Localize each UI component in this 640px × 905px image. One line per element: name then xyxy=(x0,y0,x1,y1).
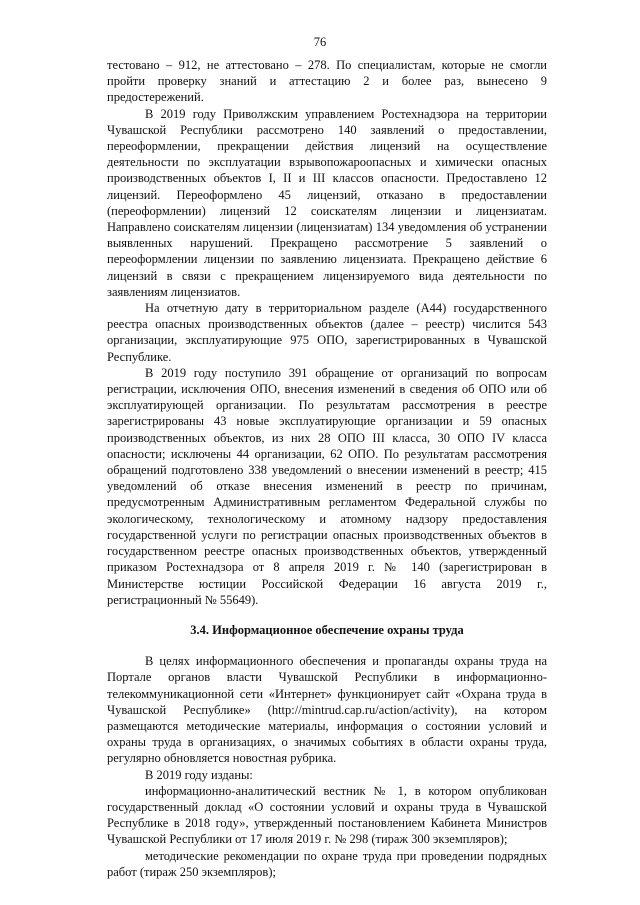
paragraph-published-intro: В 2019 году изданы: xyxy=(145,767,253,782)
paragraph-continued: тестовано – 912, не аттестовано – 278. По специалистам, которые не смогли пройти проверку знаний и аттестацию 2 и более раз, вынесено 9 предостережений. xyxy=(107,58,547,105)
paragraph-registry: На отчетную дату в территориальном разделе (А44) государственного реестра опасных производственных объектов (далее – реестр) числится 543 организации, эксплуатирующие 975 ОПО, зарегистрированных в Чувашской Республике. xyxy=(107,301,547,364)
paragraph-guidelines: методические рекомендации по охране труда при проведении подрядных работ (тираж 250 экземпляров); xyxy=(107,848,547,879)
page-content xyxy=(107,57,547,880)
paragraph-licensing: В 2019 году Приволжским управлением Ростехнадзора на территории Чувашской Республики рассмотрено 140 заявлений о предоставлении, переоформлении, прекращении действия лицензий на осуществление деятельности по эксплуатации взрывопожароопасных и химически опасных производственных объектов I, II и III классов опасности. Предоставлено 12 лицензий. Переоформлено 45 лицензий, отказано в предоставлении (переоформлении) лицензий 12 соискателям лицензии и лицензиатам. Направлено соискателям лицензии (лицензиатам) 134 уведомления об устранении выявленных нарушений. Прекращено рассмотрение 5 заявлений о переоформлении лицензии по заявлению лицензиата. Прекращено действие 6 лицензий в связи с прекращением лицензируемого вида деятельности по заявлениям лицензиатов. xyxy=(107,106,547,299)
paragraph-bulletin: информационно-аналитический вестник № 1, в котором опубликован государственный доклад «О состоянии условий и охраны труда в Чувашской Республике в 2018 году», утвержденный постановлением Кабинета Министров Чувашской Республики от 17 июля 2019 г. № 298 (тираж 300 экземпляров); xyxy=(107,783,547,847)
paragraph-registration-requests: В 2019 году поступило 391 обращение от организаций по вопросам регистрации, исключения ОПО, внесения изменений в сведения об ОПО или об эксплуатирующей организации. По результатам рассмотрения в реестре зарегистрированы 43 новые эксплуатирующие организации и 59 опасных производственных объектов, из них 28 ОПО III класса, 30 ОПО IV класса опасности; исключены 44 организации, 62 ОПО. По результатам рассмотрения обращений подготовлено 338 уведомлений о внесении изменений в реестр; 415 уведомлений об отказе внесения изменений в реестр по причинам, предусмотренным Административным регламентом Федеральной службы по экологическому, технологическому и атомному надзору предоставления государственной услуги по регистрации опасных производственных объектов в государственном реестре опасных производственных объектов, утвержденный приказом Ростехнадзора от 8 апреля 2019 г. № 140 (зарегистрирован в Министерстве юстиции Российской Федерации 16 августа 2019 г., регистрационный № 55649). xyxy=(107,365,547,607)
section-heading: 3.4. Информационное обеспечение охраны труда xyxy=(190,622,464,637)
page-number: 76 xyxy=(313,35,327,49)
paragraph-information-support: В целях информационного обеспечения и пропаганды охраны труда на Портале органов власти Чувашской Республики в информационно-телекоммуникационной сети «Интернет» функционирует сайт «Охрана труда в Чувашской Республике» (http://mintrud.cap.ru/action/activity), на котором размещаются методические материалы, информация о состоянии условий и охраны труда в организациях, о значимых событиях в области охраны труда, регулярно обновляется новостная рубрика. xyxy=(107,654,547,766)
